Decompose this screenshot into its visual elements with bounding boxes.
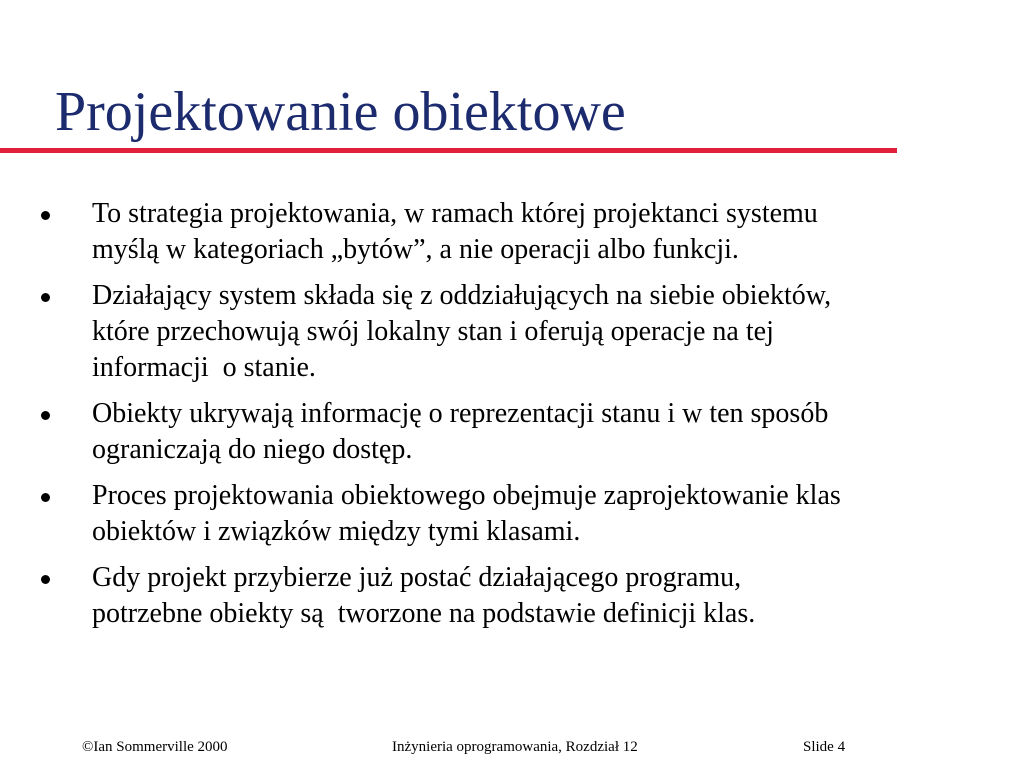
bullet-text-line: To strategia projektowania, w ramach której projektanci systemu xyxy=(92,198,818,229)
bullet-text-line: Działający system składa się z oddziałujących na siebie obiektów, xyxy=(92,280,832,311)
bullet-text-line: ograniczają do niego dostęp. xyxy=(92,434,413,465)
bullet-text-line: obiektów i związków między tymi klasami. xyxy=(92,516,581,547)
bullet-list xyxy=(38,196,1013,642)
footer-course: Inżynieria oprogramowania, Rozdział 12 xyxy=(392,739,638,755)
bullet-text-line: myślą w kategoriach „bytów”, a nie operacji albo funkcji. xyxy=(92,234,739,265)
bullet-text-line: Proces projektowania obiektowego obejmuje zaprojektowanie klas xyxy=(92,480,841,511)
bullet-text-line: Gdy projekt przybierze już postać działającego programu, xyxy=(92,562,742,593)
bullet-icon xyxy=(41,411,50,420)
title-underline xyxy=(0,148,897,153)
footer-copyright: ©Ian Sommerville 2000 xyxy=(82,739,228,755)
bullet-icon xyxy=(41,575,50,584)
bullet-icon xyxy=(41,293,50,302)
bullet-item xyxy=(38,478,1013,550)
bullet-item xyxy=(38,278,1013,386)
bullet-icon xyxy=(41,211,50,220)
bullet-text-line: potrzebne obiekty są tworzone na podstawie definicji klas. xyxy=(92,598,756,629)
bullet-text-line: które przechowują swój lokalny stan i oferują operacje na tej xyxy=(92,316,774,347)
bullet-item xyxy=(38,560,1013,632)
slide-title: Projektowanie obiektowe xyxy=(55,81,626,143)
bullet-text-line: Obiekty ukrywają informację o reprezentacji stanu i w ten sposób xyxy=(92,398,829,429)
footer-slide-number: Slide 4 xyxy=(803,739,846,755)
bullet-item xyxy=(38,396,1013,468)
bullet-item xyxy=(38,196,1013,268)
bullet-text-line: informacji o stanie. xyxy=(92,352,316,383)
bullet-icon xyxy=(41,493,50,502)
